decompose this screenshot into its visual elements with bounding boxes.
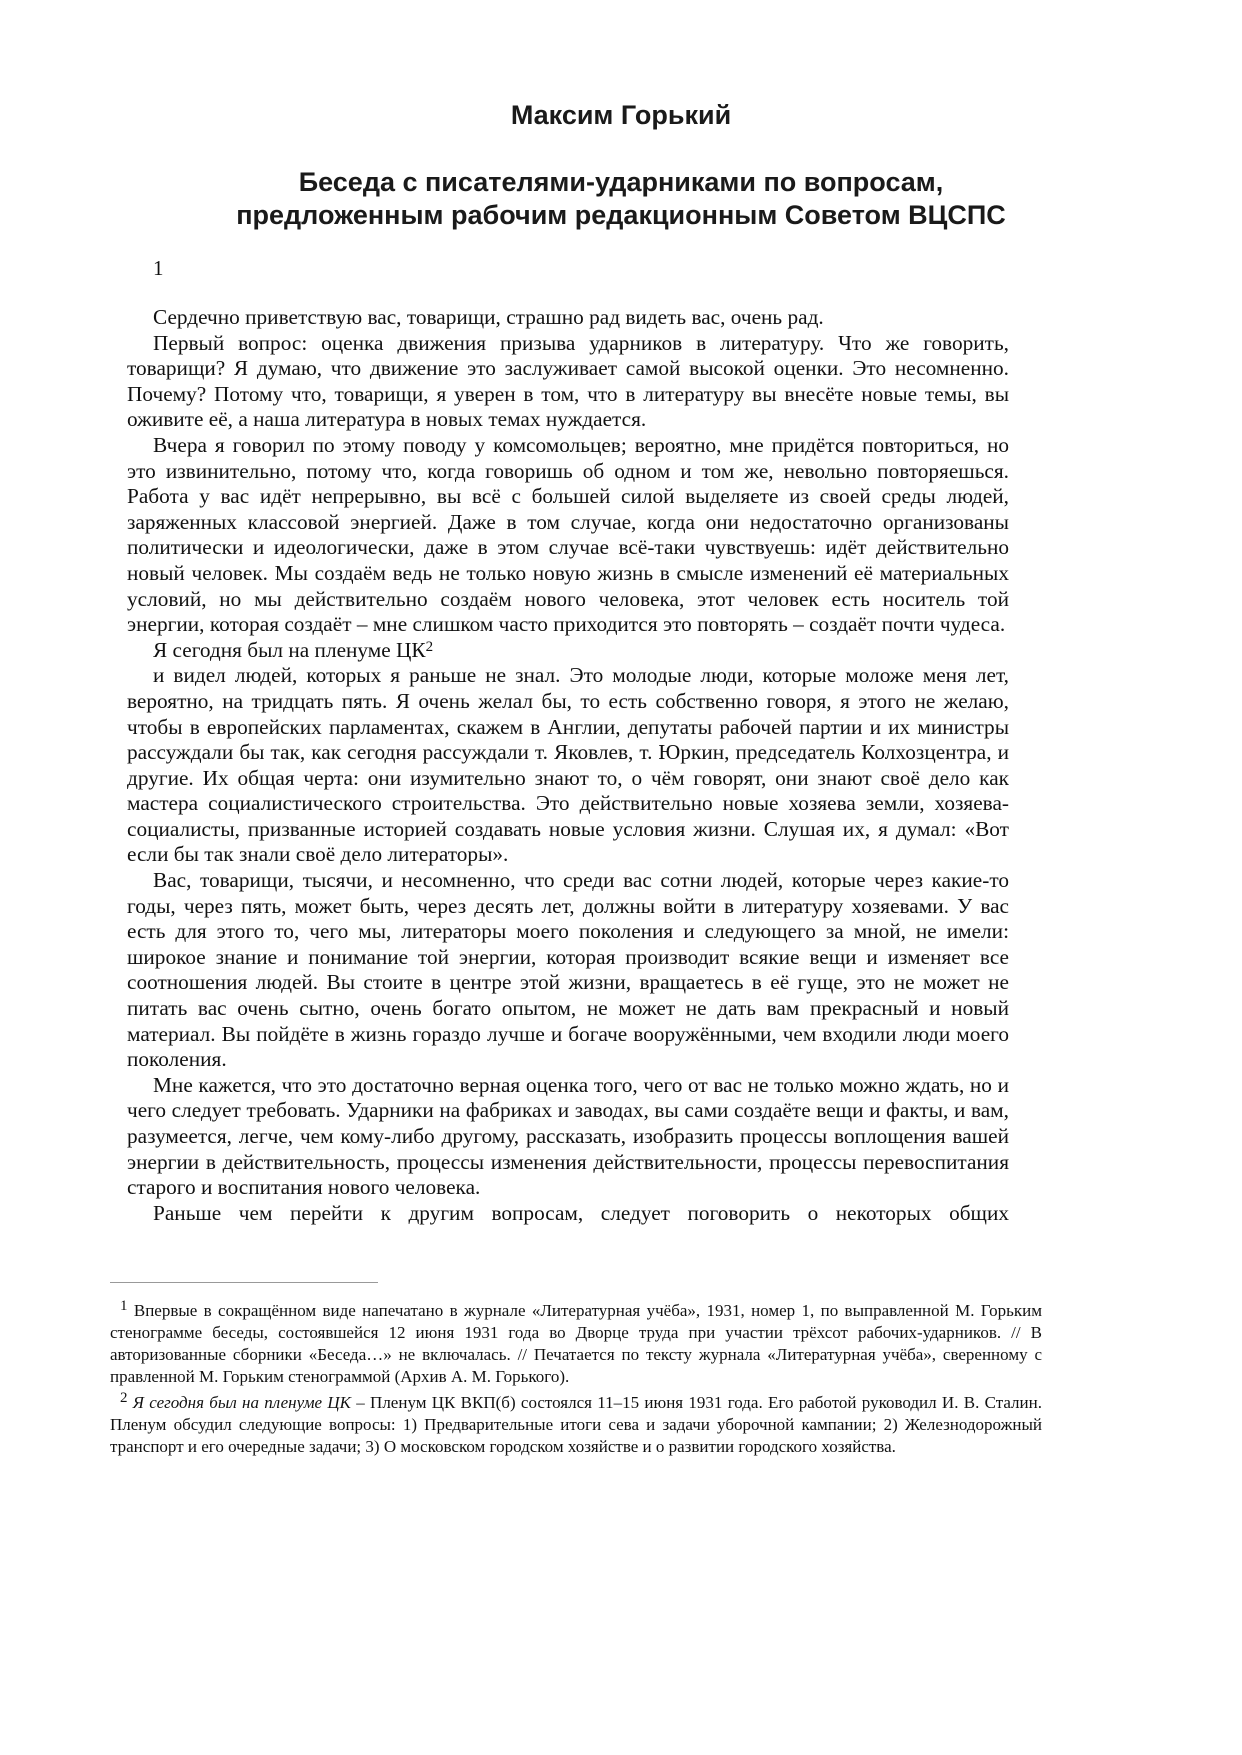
paragraph: Первый вопрос: оценка движения призыва ударников в литературу. Что же говорить, товарищи? Я думаю, что движение это заслуживает самой высокой оценки. Это несомненно. Почему? Потому что, товарищи, я уверен в том, что в литературу вы внесёте новые темы, вы оживите её, а наша литература в новых темах нуждается. [127,330,1009,432]
title-line: Беседа с писателями-ударниками по вопросам, [298,167,944,197]
footnote-number: 1 [120,1298,128,1314]
body-text [127,305,1009,1226]
paragraph: Мне кажется, что это достаточно верная оценка того, чего от вас не только можно ждать, но и чего следует требовать. Ударники на фабриках и заводах, вы сами создаёте вещи и факты, и вам, разумеется, легче, чем кому-либо другому, рассказать, изобразить процессы воплощения вашей энергии в действительность, процессы изменения действительности, процессы перевоспитания старого и воспитания нового человека. [127,1072,1009,1200]
paragraph [127,638,1009,664]
footnote-text: Впервые в сокращённом виде напечатано в журнале «Литературная учёба», 1931, номер 1, по выправленной М. Горьким стенограмме беседы, состоявшейся 12 июня 1931 года во Дворце труда при участии трёхсот рабочих-ударников. // В авторизованные сборники «Беседа…» не включалась. // Печатается по тексту журнала «Литературная учёба», сверенному с правленной М. Горьким стенограммой (Архив А. М. Горького). [110,1301,1043,1386]
section-number-text: 1 [153,256,164,280]
document-title [0,166,1242,232]
author-name: Максим Горький [510,100,732,130]
paragraph-text: Я сегодня был на пленуме ЦК [153,637,426,662]
footnote-lead: Я сегодня был на пленуме ЦК [132,1393,351,1412]
footnote [110,1300,1042,1388]
footnote-number: 2 [120,1390,128,1406]
paragraph: и видел людей, которых я раньше не знал. Это молодые люди, которые моложе меня лет, вероятно, на тридцать пять. Я очень желал бы, то есть собственно говоря, я этого не желаю, чтобы в европейских парламентах, скажем в Англии, депутаты рабочей партии и их министры рассуждали бы так, как сегодня рассуждали т. Яковлев, т. Юркин, председатель Колхозцентра, и другие. Их общая черта: они изумительно знают то, о чём говорят, они знают своё дело как мастера социалистического строительства. Это действительно новые хозяева земли, хозяева-социалисты, призванные историей создавать новые условия жизни. Слушая их, я думал: «Вот если бы так знали своё дело литераторы». [127,663,1009,867]
section-number [153,256,164,281]
footnote [110,1392,1042,1458]
title-line: предложенным рабочим редакционным Советом ВЦСПС [236,200,1006,230]
paragraph: Вчера я говорил по этому поводу у комсомольцев; вероятно, мне придётся повториться, но это извинительно, потому что, когда говоришь об одном и том же, невольно повторяешься. Работа у вас идёт непрерывно, вы всё с большей силой выделяете из своей среды людей, заряженных классовой энергией. Даже в том случае, когда они недостаточно организованы политически и идеологически, даже в этом случае всё-таки чувствуешь: идёт действительно новый человек. Мы создаём ведь не только новую жизнь в смысле изменений её материальных условий, но мы действительно создаём нового человека, этот человек есть носитель той энергии, которая создаёт – мне слишком часто приходится это повторять – создаёт почти чудеса. [127,432,1009,637]
footnote-ref[interactable]: 2 [425,638,434,655]
paragraph: Сердечно приветствую вас, товарищи, страшно рад видеть вас, очень рад. [153,305,824,329]
paragraph: Раньше чем перейти к другим вопросам, следует поговорить о некоторых общих [153,1200,1009,1225]
paragraph: Вас, товарищи, тысячи, и несомненно, что среди вас сотни людей, которые через какие-то годы, через пять, может быть, через десять лет, должны войти в литературу хозяевами. У вас есть для этого то, чего мы, литераторы моего поколения и следующего за мной, не имели: широкое знание и понимание той энергии, которая производит всякие вещи и изменяет все соотношения людей. Вы стоите в центре этой жизни, вращаетесь в её гуще, это не может не питать вас очень сытно, очень богато опытом, не может не дать вам прекрасный и новый материал. Вы пойдёте в жизнь гораздо лучше и богаче вооружёнными, чем входили люди моего поколения. [127,868,1009,1072]
footnote-text: – Пленум ЦК ВКП(б) состоялся 11–15 июня 1931 года. Его работой руководил И. В. Сталин. Пленум обсудил следующие вопросы: 1) Предварительные итоги сева и задачи уборочной кампании; 2) Железнодорожный транспорт и его очередные задачи; 3) О московском городском хозяйстве и о развитии городского хозяйства. [110,1393,1042,1456]
footnote-separator [110,1282,378,1283]
footnotes [110,1300,1042,1462]
